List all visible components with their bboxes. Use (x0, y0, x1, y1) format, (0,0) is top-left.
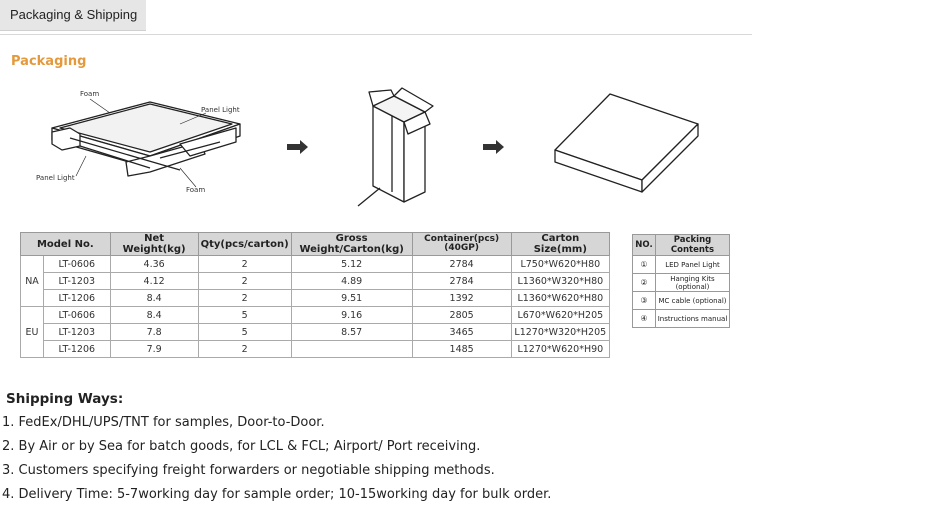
item-number: ② (633, 274, 656, 292)
item-name: Instructions manual (656, 310, 730, 328)
label-foam-bottom: Foam (186, 186, 206, 194)
col-model: Model No. (21, 233, 111, 256)
packing-contents-table (632, 234, 730, 328)
cell: 2 (198, 256, 291, 273)
col-qty: Qty(pcs/carton) (198, 233, 291, 256)
col-container: Container(pcs) (40GP) (412, 233, 511, 256)
cell: 1392 (412, 290, 511, 307)
cell: LT-1206 (44, 341, 111, 358)
col-packing-contents: Packing Contents (656, 235, 730, 256)
item-number: ③ (633, 292, 656, 310)
region-cell: NA (21, 256, 44, 307)
cell: L1360*W620*H80 (511, 290, 609, 307)
cell: 5.12 (291, 256, 412, 273)
cell: L750*W620*H80 (511, 256, 609, 273)
shipping-title: Shipping Ways: (6, 391, 124, 407)
cell: L670*W620*H205 (511, 307, 609, 324)
cell: 2784 (412, 256, 511, 273)
shipping-item-4: 4. Delivery Time: 5-7working day for sample order; 10-15working day for bulk order. (2, 487, 552, 502)
list-item (633, 256, 730, 274)
cell: LT-1203 (44, 324, 111, 341)
col-carton-size: Carton Size(mm) (511, 233, 609, 256)
table-row (21, 324, 610, 341)
item-name: MC cable (optional) (656, 292, 730, 310)
cell: 4.12 (110, 273, 198, 290)
item-number: ④ (633, 310, 656, 328)
table-row (21, 256, 610, 273)
cell: 8.57 (291, 324, 412, 341)
cell: LT-1203 (44, 273, 111, 290)
item-name: LED Panel Light (656, 256, 730, 274)
cell: 7.9 (110, 341, 198, 358)
col-net-weight: Net Weight(kg) (110, 233, 198, 256)
cell: 2 (198, 341, 291, 358)
cell: 1485 (412, 341, 511, 358)
cell: 2805 (412, 307, 511, 324)
shipping-item-3: 3. Customers specifying freight forwarders or negotiable shipping methods. (2, 463, 495, 478)
contents-header-row (633, 235, 730, 256)
packaging-title: Packaging (11, 54, 87, 69)
label-foam-top: Foam (80, 90, 100, 98)
cell (291, 341, 412, 358)
cell: 8.4 (110, 290, 198, 307)
tab-packaging-shipping[interactable] (0, 0, 146, 31)
cell: LT-1206 (44, 290, 111, 307)
tab-label: Packaging & Shipping (10, 7, 138, 22)
cell: LT-0606 (44, 256, 111, 273)
col-no: NO. (633, 235, 656, 256)
table-row (21, 307, 610, 324)
shipping-item-2: 2. By Air or by Sea for batch goods, for LCL & FCL; Airport/ Port receiving. (2, 439, 481, 454)
list-item (633, 274, 730, 292)
packaging-diagram (0, 80, 740, 220)
open-carton-illustration (358, 88, 433, 206)
cell: L1360*W320*H80 (511, 273, 609, 290)
cell: 2784 (412, 273, 511, 290)
cell: 5 (198, 324, 291, 341)
item-name: Hanging Kits (optional) (656, 274, 730, 292)
cell: 4.36 (110, 256, 198, 273)
list-item (633, 292, 730, 310)
label-panel-left: Panel Light (36, 174, 75, 182)
cell: LT-0606 (44, 307, 111, 324)
cell: L1270*W620*H90 (511, 341, 609, 358)
arrow-icon-2 (483, 140, 504, 154)
divider (0, 34, 752, 35)
spec-table (20, 232, 610, 358)
region-cell: EU (21, 307, 44, 358)
cell: 2 (198, 273, 291, 290)
cell: L1270*W320*H205 (511, 324, 609, 341)
spec-header-row (21, 233, 610, 256)
arrow-icon-1 (287, 140, 308, 154)
label-panel-top: Panel Light (201, 106, 240, 114)
cell: 4.89 (291, 273, 412, 290)
closed-carton-illustration (555, 94, 698, 192)
table-row (21, 341, 610, 358)
cell: 5 (198, 307, 291, 324)
col-gross-weight: Gross Weight/Carton(kg) (291, 233, 412, 256)
cell: 2 (198, 290, 291, 307)
cell: 8.4 (110, 307, 198, 324)
list-item (633, 310, 730, 328)
table-row (21, 273, 610, 290)
shipping-item-1: 1. FedEx/DHL/UPS/TNT for samples, Door-to-Door. (2, 415, 325, 430)
cell: 9.16 (291, 307, 412, 324)
cell: 7.8 (110, 324, 198, 341)
cell: 9.51 (291, 290, 412, 307)
cell: 3465 (412, 324, 511, 341)
table-row (21, 290, 610, 307)
item-number: ① (633, 256, 656, 274)
